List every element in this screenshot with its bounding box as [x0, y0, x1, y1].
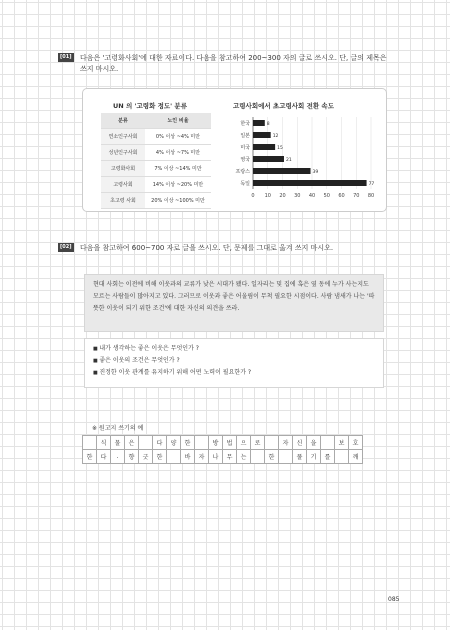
manuscript-cell: 물	[111, 436, 125, 450]
manuscript-cell	[279, 450, 293, 464]
manuscript-cell: 깨	[349, 450, 363, 464]
table-cell: 고령사회	[101, 177, 145, 193]
chart-tick-label: 60	[338, 193, 345, 199]
manuscript-cell: 풀	[293, 450, 307, 464]
manuscript-cell: 바	[181, 450, 195, 464]
table-row	[101, 193, 211, 209]
manuscript-cell: 한	[83, 450, 97, 464]
chart-data-label: 15	[277, 146, 283, 151]
manuscript-cell: 로	[251, 436, 265, 450]
manuscript-cell: 을	[307, 436, 321, 450]
chart-tick-label: 10	[264, 193, 271, 199]
chart-tick-label: 30	[294, 193, 301, 199]
table-cell: 20% 이상 ~100% 미만	[145, 193, 211, 209]
manuscript-cell	[321, 436, 335, 450]
table-row	[101, 177, 211, 193]
chart-bar	[253, 144, 275, 150]
chart-data-label: 21	[285, 158, 292, 163]
manuscript-cell	[265, 436, 279, 450]
example-label: ※ 원고지 쓰기의 예	[92, 425, 144, 432]
manuscript-cell: 를	[321, 450, 335, 464]
chart-category-label: 한국	[240, 121, 250, 127]
manuscript-cell: 은	[125, 436, 139, 450]
question-text: 다음은 '고령화사회'에 대한 자료이다. 다음을 참고하여 200~300 자의 글로 쓰시오. 단, 글의 제목은 쓰지 마시오.	[80, 54, 387, 73]
table-header: 노인 비율	[145, 113, 211, 129]
chart-category-label: 미국	[240, 145, 250, 151]
manuscript-cell: 자	[195, 450, 209, 464]
manuscript-grid	[82, 435, 363, 464]
manuscript-cell: 호	[349, 436, 363, 450]
manuscript-cell: 자	[279, 436, 293, 450]
manuscript-cell	[251, 450, 265, 464]
chart-bar	[253, 120, 265, 126]
manuscript-cell: 한	[265, 450, 279, 464]
chart-data-label: 77	[368, 182, 375, 187]
manuscript-cell: 다	[153, 436, 167, 450]
manuscript-cell: 양	[167, 436, 181, 450]
chart-tick-label: 80	[367, 193, 375, 199]
transition-speed-chart	[223, 111, 383, 207]
chart-bar	[253, 156, 284, 162]
manuscript-cell: 기	[307, 450, 321, 464]
figure-box	[82, 88, 387, 212]
manuscript-cell: 긋	[139, 450, 153, 464]
manuscript-cell: 식	[97, 436, 111, 450]
question-text: 다음을 참고하여 600~700 자로 글을 쓰시오. 단, 문제를 그대로 옮겨 쓰지 마시오.	[80, 244, 334, 252]
manuscript-cell: 신	[293, 436, 307, 450]
table-cell: 초고령 사회	[101, 193, 145, 209]
table-cell: 0% 이상 ~4% 미만	[145, 129, 211, 145]
question-number: [02]	[60, 244, 72, 250]
passage-box: 현대 사회는 이전에 비해 이웃과의 교류가 낮은 시대가 됐다. 일자리는 및 집에 혹은 옆 동에 누가 사는지도 모르는 사람들이 많아지고 있다. 그러므로 이웃과 좋은 어울림이 무척 필요한 시점이다. 사람 냄새가 나는 '따뜻한 이웃이 되기 위한 조건'에 대한 자신의 의견을 쓰라.	[84, 274, 384, 332]
chart-tick-label: 70	[353, 193, 360, 199]
chart-data-label: 8	[266, 122, 270, 127]
manuscript-cell	[83, 436, 97, 450]
page-number: 085	[388, 596, 400, 603]
chart-tick-label: 40	[308, 193, 316, 199]
chart-tick-label: 50	[323, 193, 330, 199]
chart-title: 고령사회에서 초고령사회 전환 속도	[233, 102, 334, 110]
manuscript-cell	[167, 450, 181, 464]
table-cell: 고령화사회	[101, 161, 145, 177]
manuscript-cell	[195, 436, 209, 450]
manuscript-cell: 법	[223, 436, 237, 450]
table-cell: 7% 이상 ~14% 미만	[145, 161, 211, 177]
manuscript-cell: 향	[125, 450, 139, 464]
question-2	[60, 243, 390, 254]
table-row	[101, 129, 211, 145]
manuscript-cell: 한	[153, 450, 167, 464]
guide-questions	[84, 338, 384, 388]
manuscript-cell: 한	[181, 436, 195, 450]
table-cell: 성년인구사회	[101, 145, 145, 161]
table-header: 분류	[101, 113, 145, 129]
table-row	[101, 161, 211, 177]
table-row	[101, 145, 211, 161]
manuscript-cell	[139, 436, 153, 450]
manuscript-row	[83, 450, 363, 464]
chart-category-label: 프랑스	[235, 169, 250, 175]
manuscript-cell: 으	[237, 436, 251, 450]
chart-data-label: 39	[312, 170, 319, 175]
chart-category-label: 영국	[240, 157, 250, 163]
question-number: [01]	[60, 54, 72, 60]
manuscript-cell: 보	[335, 436, 349, 450]
table-cell: 4% 이상 ~7% 미만	[145, 145, 211, 161]
chart-bar	[253, 168, 311, 174]
chart-data-label: 12	[272, 134, 279, 139]
manuscript-cell: 나	[209, 450, 223, 464]
chart-tick-label: 20	[279, 193, 286, 199]
table-cell: 연소인구사회	[101, 129, 145, 145]
guide-question: ■ 진정한 이웃 관계를 유지하기 위해 어떤 노력이 필요한가 ?	[93, 367, 375, 379]
manuscript-cell	[335, 450, 349, 464]
chart-tick-label: 0	[251, 193, 255, 199]
question-1	[60, 53, 390, 75]
table-cell: 14% 이상 ~20% 미만	[145, 177, 211, 193]
manuscript-cell: 방	[209, 436, 223, 450]
manuscript-cell: 는	[237, 450, 251, 464]
manuscript-cell: 무	[223, 450, 237, 464]
manuscript-row	[83, 436, 363, 450]
guide-question: ■ 좋은 이웃의 조건은 무엇인가 ?	[93, 355, 375, 367]
chart-bar	[253, 132, 271, 138]
chart-category-label: 독일	[240, 181, 250, 187]
classification-table	[101, 113, 211, 209]
manuscript-cell: .	[111, 450, 125, 464]
table-title: UN 의 '고령화 정도' 분류	[113, 102, 187, 110]
chart-category-label: 일본	[240, 133, 250, 139]
manuscript-cell: 다	[97, 450, 111, 464]
guide-question: ■ 내가 생각하는 좋은 이웃은 무엇인가 ?	[93, 343, 375, 355]
chart-bar	[253, 180, 367, 186]
